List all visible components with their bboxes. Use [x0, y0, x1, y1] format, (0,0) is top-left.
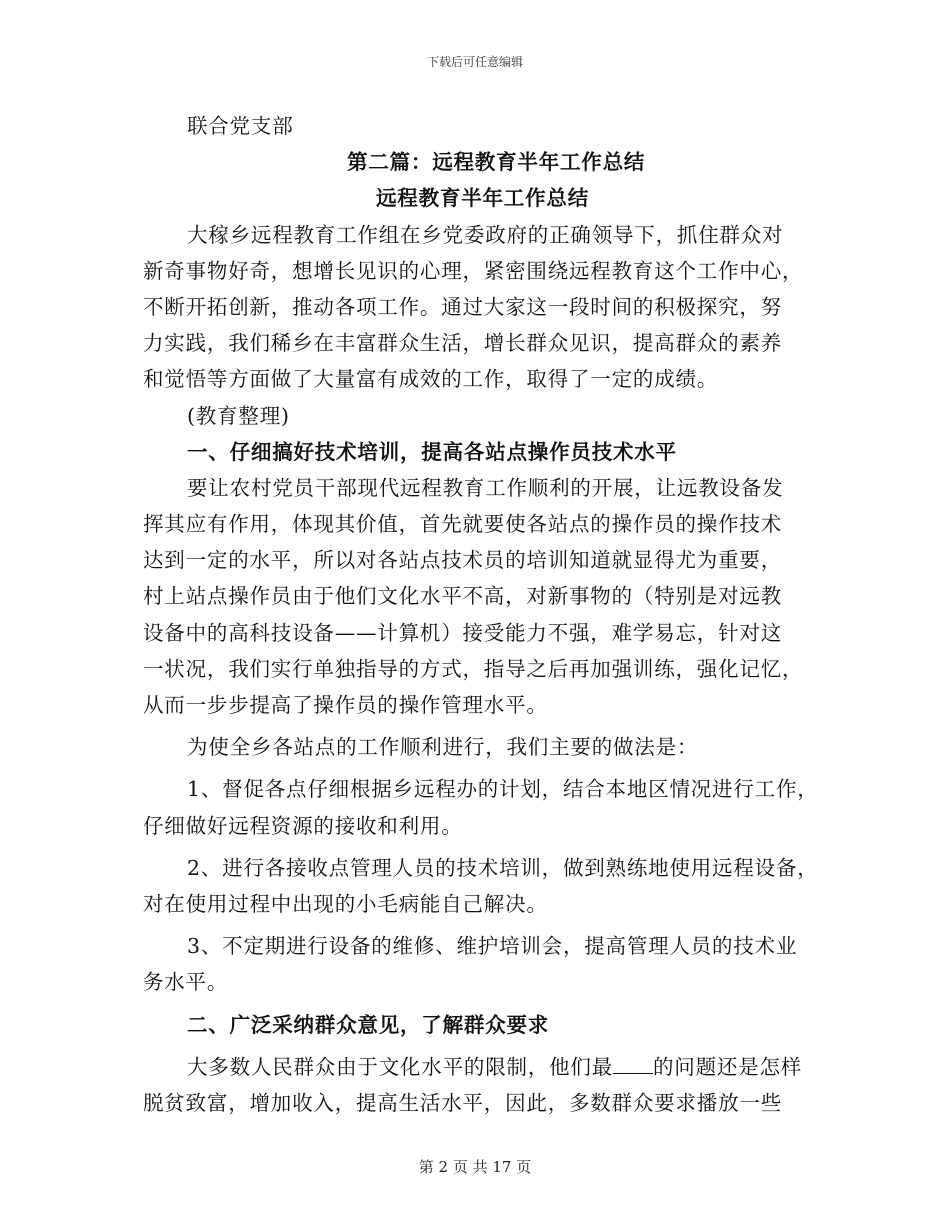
paragraph-line: 为使全乡各站点的工作顺利进行，我们主要的做法是： [187, 735, 699, 760]
page-number: 第 2 页 共 17 页 [418, 1158, 532, 1176]
list-item-3: 3、不定期进行设备的维修、维护培训会，提高管理人员的技术业 [187, 934, 798, 959]
section-heading-1: 一、仔细搞好技术培训，提高各站点操作员技术水平 [187, 439, 677, 464]
section-heading-2: 二、广泛采纳群众意见，了解群众要求 [187, 1012, 550, 1037]
paragraph-line: 力实践，我们稀乡在丰富群众生活，增长群众见识，提高群众的素养 [143, 331, 782, 356]
paragraph-line: 大稼乡远程教育工作组在乡党委政府的正确领导下，抓住群众对 [187, 222, 784, 247]
paragraph-line: 脱贫致富，增加收入，提高生活水平，因此，多数群众要求播放一些 [143, 1090, 782, 1115]
paragraph-text: 大多数人民群众由于文化水平的限制，他们最 [187, 1054, 613, 1079]
source-note: (教育整理) [187, 403, 290, 428]
list-item-2-cont: 对在使用过程中出现的小毛病能自己解决。 [143, 891, 548, 916]
document-body [143, 108, 819, 1121]
org-name: 联合党支部 [187, 114, 294, 138]
paragraph-line: 一状况，我们实行单独指导的方式，指导之后再加强训练，强化记忆， [143, 656, 804, 681]
list-item-1: 1、督促各点仔细根据乡远程办的计划，结合本地区情况进行工作， [187, 777, 819, 802]
fill-blank [613, 1053, 653, 1074]
paragraph-line: 和觉悟等方面做了大量富有成效的工作，取得了一定的成绩。 [143, 367, 719, 392]
paragraph-text: 的问题还是怎样 [653, 1054, 803, 1079]
page-header-note: 下载后可任意编辑 [426, 55, 523, 69]
paragraph-line: 村上站点操作员由于他们文化水平不高，对新事物的（特别是对远教 [143, 584, 782, 609]
chapter-title: 第二篇：远程教育半年工作总结 [347, 150, 646, 175]
list-item-2: 2、进行各接收点管理人员的技术培训，做到熟练地使用远程设备， [187, 855, 819, 880]
paragraph-line: 达到一定的水平，所以对各站点技术员的培训知道就显得尤为重要， [143, 548, 782, 573]
paragraph-line [143, 1049, 815, 1085]
paragraph-line: 挥其应有作用，体现其价值，首先就要使各站点的操作员的操作技术 [143, 512, 782, 537]
paragraph-line: 要让农村党员干部现代远程教育工作顺利的开展，让远教设备发 [187, 475, 784, 500]
paragraph-line: 新奇事物好奇，想增长见识的心理，紧密围绕远程教育这个工作中心， [143, 258, 804, 283]
paragraph-line: 从而一步步提高了操作员的操作管理水平。 [143, 693, 548, 717]
document-title: 远程教育半年工作总结 [376, 186, 589, 211]
list-item-3-cont: 务水平。 [143, 970, 229, 995]
list-item-1-cont: 仔细做好远程资源的接收和利用。 [143, 813, 463, 838]
paragraph-line: 设备中的高科技设备——计算机）接受能力不强，难学易忘，针对这 [143, 620, 782, 645]
paragraph-line: 不断开拓创新，推动各项工作。通过大家这一段时间的积极探究，努 [143, 294, 782, 319]
